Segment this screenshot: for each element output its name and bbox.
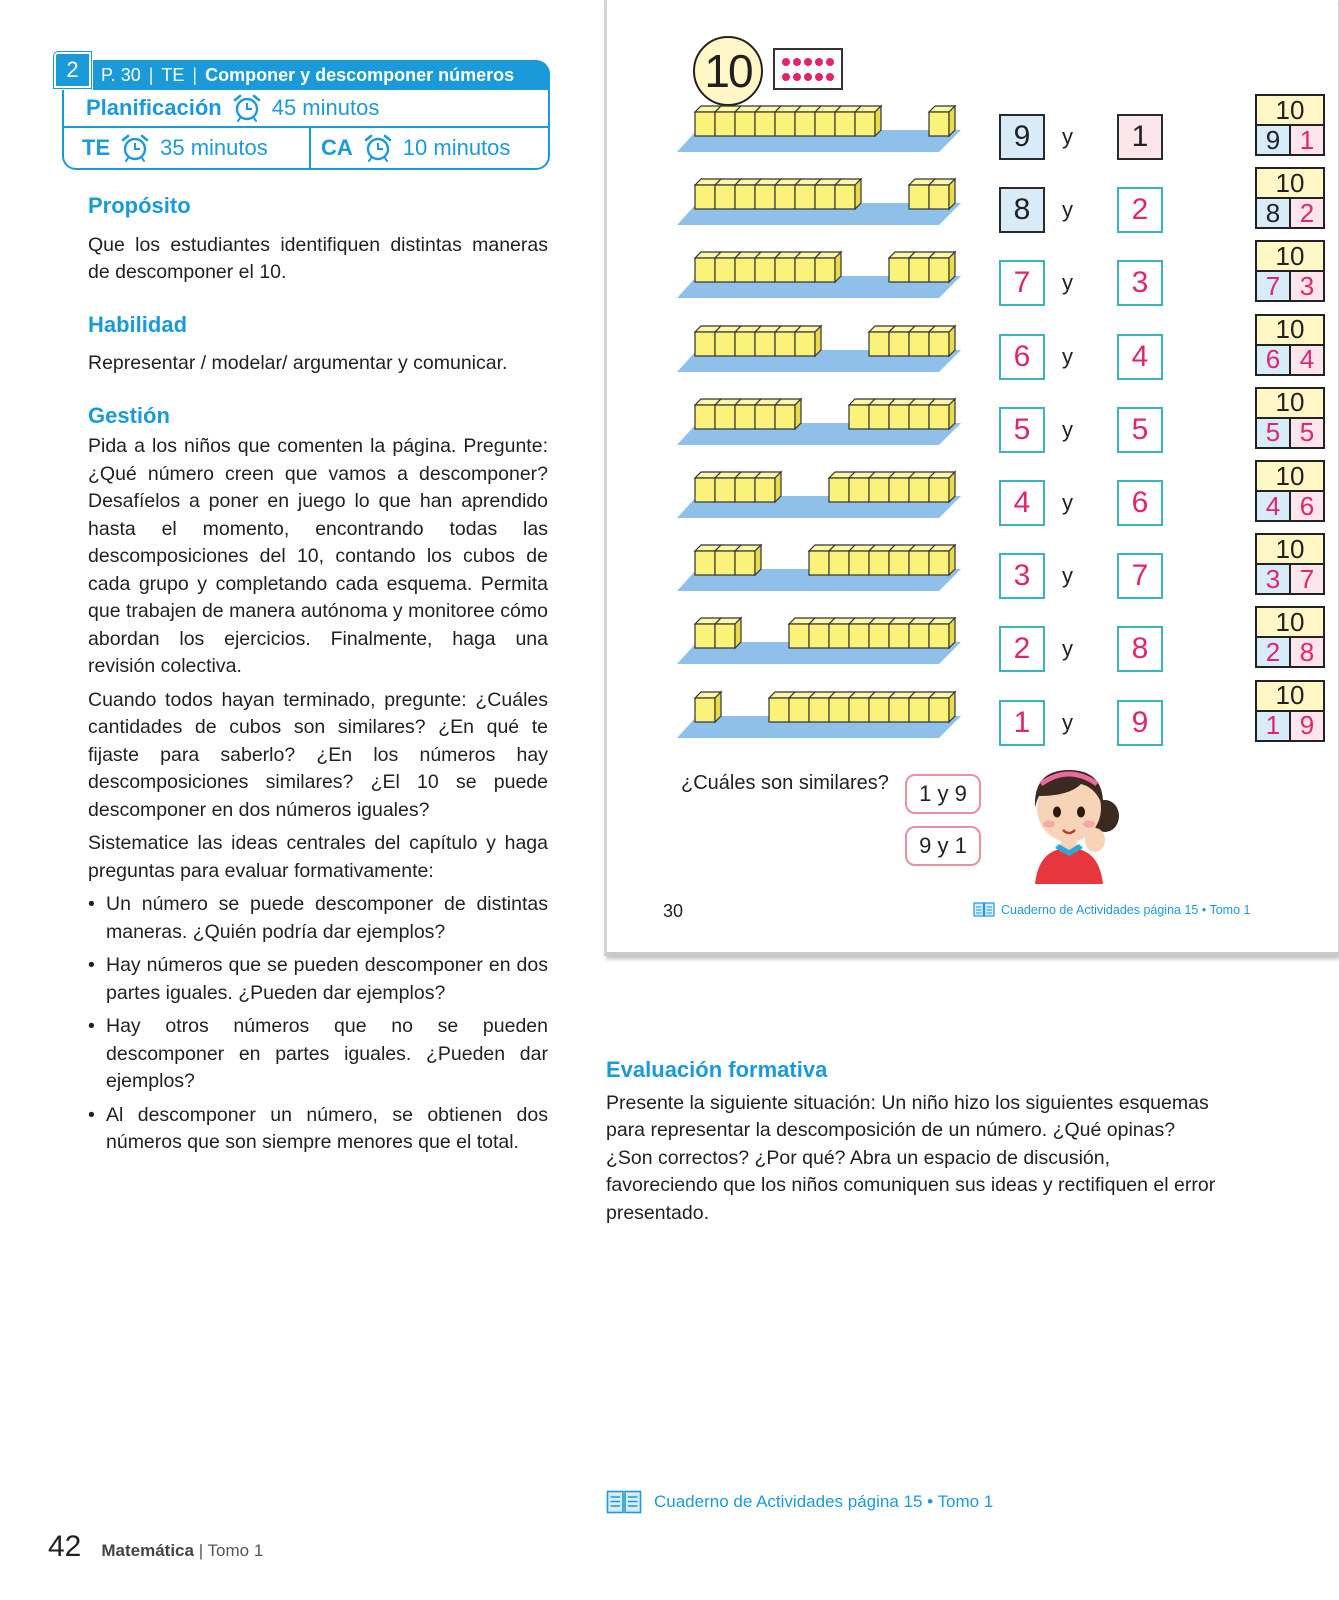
- part-whole-schema: [1255, 533, 1325, 595]
- alarm-clock-icon: [363, 133, 393, 163]
- planning-row: [64, 90, 548, 128]
- unit-cube: [855, 106, 881, 136]
- ca-time-cell: [309, 128, 548, 168]
- connector-y: y: [1062, 709, 1073, 735]
- lesson-title-bar: P. 30 | TE | Componer y descomponer números: [93, 60, 550, 90]
- schema-total: 10: [1257, 535, 1323, 565]
- te-time: 35 minutos: [160, 135, 268, 160]
- schema-part-b: 1: [1291, 126, 1323, 154]
- book-footer-text: Cuaderno de Actividades página 15 • Tomo 1: [1001, 902, 1251, 917]
- evaluacion-section: [606, 1056, 1224, 1227]
- schema-total: 10: [1257, 96, 1323, 126]
- unit-cube: [929, 692, 955, 722]
- gestion-paragraph-1: Pida a los niños que comenten la página. Pregunte: ¿Qué número creen que vamos a descomponer? Desafíelos a poner en juego lo que han aprendido hasta el momento, encontrando todas las descomposiciones del 10, contando los cubos de cada grupo y completando cada esquema. Permita que trabajen de manera autónoma y monitoree cómo abordan los ejercicios. Finalmente, haga una revisión colectiva.: [88, 435, 548, 677]
- decomposition-row: [677, 606, 1315, 672]
- evaluacion-title: Evaluación formativa: [606, 1057, 828, 1082]
- part-b-box: 6: [1117, 480, 1163, 526]
- book-icon: [606, 1490, 642, 1514]
- unit-cube: [755, 472, 781, 502]
- decomposition-row: [677, 94, 1315, 160]
- book-icon: [973, 902, 995, 917]
- part-b-box: 8: [1117, 626, 1163, 672]
- part-a-box: 6: [999, 334, 1045, 380]
- page-ref: P. 30: [101, 64, 141, 85]
- lesson-title: Componer y descomponer números: [205, 64, 515, 85]
- part-whole-schema: [1255, 240, 1325, 302]
- unit-cube: [929, 472, 955, 502]
- lesson-header: [54, 52, 550, 170]
- ca-time: 10 minutos: [402, 135, 511, 160]
- cube-train-illustration: [677, 320, 977, 380]
- schema-total: 10: [1257, 242, 1323, 272]
- part-whole-schema: [1255, 167, 1325, 229]
- cube-train-illustration: [677, 612, 977, 672]
- subject-name: Matemática: [101, 1541, 194, 1560]
- schema-part-b: 5: [1291, 419, 1323, 447]
- cube-train-illustration: [677, 100, 977, 160]
- cube-train-illustration: [677, 539, 977, 599]
- decomposition-row: [677, 680, 1315, 746]
- schema-part-a: 4: [1257, 492, 1291, 520]
- unit-cube: [695, 692, 721, 722]
- activity-book-ref-text: Cuaderno de Actividades página 15 • Tomo 1: [654, 1492, 994, 1511]
- alarm-clock-icon: [232, 93, 262, 123]
- connector-y: y: [1062, 636, 1073, 662]
- connector-y: y: [1062, 197, 1073, 223]
- unit-cube: [929, 618, 955, 648]
- list-item: • Hay otros números que no se pueden descomponer en partes iguales. ¿Pueden dar ejemplos?: [88, 1013, 548, 1096]
- cube-train-illustration: [677, 393, 977, 453]
- te-time-label: TE: [82, 135, 111, 160]
- similar-question: ¿Cuáles son similares?: [681, 772, 889, 794]
- student-book-page: [604, 0, 1338, 956]
- te-time-cell: [64, 128, 309, 168]
- connector-y: y: [1062, 343, 1073, 369]
- schema-part-b: 8: [1291, 638, 1323, 666]
- connector-y: y: [1062, 124, 1073, 149]
- unit-cube: [929, 179, 955, 209]
- part-a-box: 1: [999, 700, 1045, 746]
- connector-y: y: [1062, 416, 1073, 442]
- book-page-number: 30: [663, 901, 684, 921]
- alarm-clock-icon: [120, 133, 150, 163]
- schema-total: 10: [1257, 169, 1323, 199]
- part-whole-schema: [1255, 387, 1325, 449]
- schema-part-a: 2: [1257, 638, 1291, 666]
- part-b-box: 7: [1117, 553, 1163, 599]
- speech-bubble-2: 9 y 1: [905, 826, 981, 866]
- schema-part-b: 2: [1291, 199, 1323, 227]
- schema-part-a: 8: [1257, 199, 1291, 227]
- cube-train-illustration: [677, 246, 977, 306]
- decomposition-row: [677, 240, 1315, 306]
- part-b-box: 5: [1117, 407, 1163, 453]
- schema-total: 10: [1257, 316, 1323, 346]
- te-label: TE: [161, 64, 185, 85]
- list-item: • Hay números que se pueden descomponer en dos partes iguales. ¿Pueden dar ejemplos?: [88, 952, 548, 1007]
- gestion-bullet-list: [88, 891, 548, 1157]
- schema-part-a: 1: [1257, 712, 1291, 740]
- book-footer-ref: [973, 902, 1250, 917]
- proposito-title: Propósito: [88, 193, 191, 218]
- schema-part-b: 9: [1291, 712, 1323, 740]
- planning-time: 45 minutos: [271, 95, 380, 120]
- girl-illustration: [1005, 756, 1133, 894]
- schema-part-b: 4: [1291, 346, 1323, 374]
- connector-y: y: [1062, 490, 1073, 515]
- schema-total: 10: [1257, 682, 1323, 712]
- schema-part-b: 3: [1291, 272, 1323, 300]
- decomposition-row: [677, 460, 1315, 526]
- number-ten-circle: 10: [693, 36, 763, 106]
- planning-label: Planificación: [86, 95, 222, 120]
- schema-part-a: 9: [1257, 126, 1291, 154]
- part-whole-schema: [1255, 680, 1325, 742]
- connector-y: y: [1062, 270, 1073, 296]
- part-whole-schema: [1255, 606, 1325, 668]
- decomposition-row: [677, 533, 1315, 599]
- schema-part-a: 7: [1257, 272, 1291, 300]
- unit-cube: [795, 326, 821, 356]
- unit-cube: [835, 179, 861, 209]
- part-b-box: 1: [1117, 114, 1163, 160]
- part-a-box: 8: [999, 187, 1045, 233]
- schema-part-a: 3: [1257, 565, 1291, 593]
- part-a-box: 4: [999, 480, 1045, 526]
- habilidad-title: Habilidad: [88, 311, 188, 337]
- unit-cube: [715, 618, 741, 648]
- volume-name: Tomo 1: [207, 1541, 264, 1560]
- decomposition-row: [677, 314, 1315, 380]
- connector-y: y: [1062, 563, 1073, 589]
- unit-cube: [929, 545, 955, 575]
- schema-total: 10: [1257, 608, 1323, 638]
- unit-cube: [929, 399, 955, 429]
- schema-part-b: 6: [1291, 492, 1323, 520]
- speech-bubble-1: 1 y 9: [905, 774, 981, 814]
- part-a-box: 9: [999, 114, 1045, 160]
- part-whole-schema: [1255, 460, 1325, 522]
- part-b-box: 4: [1117, 334, 1163, 380]
- unit-cube: [815, 252, 841, 282]
- part-whole-schema: [1255, 94, 1325, 156]
- page-number: 42: [48, 1530, 82, 1563]
- cube-train-illustration: [677, 173, 977, 233]
- list-item: • Un número se puede descomponer de distintas maneras. ¿Quién podría dar ejemplos?: [88, 891, 548, 946]
- schema-part-b: 7: [1291, 565, 1323, 593]
- habilidad-text: Representar / modelar/ argumentar y comunicar.: [88, 352, 508, 374]
- schema-part-a: 5: [1257, 419, 1291, 447]
- part-a-box: 3: [999, 553, 1045, 599]
- evaluacion-text: Presente la siguiente situación: Un niño hizo los siguientes esquemas para representar la descomposición de un número. ¿Qué opinas? ¿Son correctos? ¿Por qué? Abra un espacio de discusión, favoreciendo que los niños comuniquen sus ideas y rectifiquen el error presentado.: [606, 1091, 1216, 1224]
- gestion-paragraph-2: Cuando todos hayan terminado, pregunte: ¿Cuáles cantidades de cubos son similares? ¿En qué te fijaste para saberlo? ¿En los números hay descomposiciones similares? ¿El 10 se puede descomponer en dos números iguales?: [88, 688, 548, 821]
- schema-part-a: 6: [1257, 346, 1291, 374]
- ca-time-label: CA: [321, 135, 353, 160]
- part-b-box: 9: [1117, 700, 1163, 746]
- cube-train-illustration: [677, 466, 977, 526]
- schema-total: 10: [1257, 389, 1323, 419]
- footer-subject: Matemática | Tomo 1: [101, 1541, 264, 1560]
- part-whole-schema: [1255, 314, 1325, 376]
- part-a-box: 5: [999, 407, 1045, 453]
- unit-cube: [929, 326, 955, 356]
- activity-book-ref: [606, 1490, 993, 1514]
- unit-cube: [929, 106, 955, 136]
- schema-total: 10: [1257, 462, 1323, 492]
- part-b-box: 2: [1117, 187, 1163, 233]
- gestion-paragraph-3: Sistematice las ideas centrales del capítulo y haga preguntas para evaluar formativamente:: [88, 832, 548, 882]
- decomposition-row: [677, 387, 1315, 453]
- gestion-title: Gestión: [88, 402, 170, 428]
- list-item: • Al descomponer un número, se obtienen dos números que son siempre menores que el total.: [88, 1102, 548, 1157]
- teacher-guide-column: [88, 192, 548, 1163]
- part-a-box: 7: [999, 260, 1045, 306]
- decomposition-row: [677, 167, 1315, 233]
- ten-dots-frame: [773, 48, 843, 90]
- unit-cube: [775, 399, 801, 429]
- unit-cube: [735, 545, 761, 575]
- proposito-text: Que los estudiantes identifiquen distintas maneras de descomponer el 10.: [88, 233, 548, 283]
- page-footer: [48, 1530, 263, 1564]
- cube-train-illustration: [677, 686, 977, 746]
- part-b-box: 3: [1117, 260, 1163, 306]
- unit-number: 2: [54, 52, 91, 88]
- part-a-box: 2: [999, 626, 1045, 672]
- unit-cube: [929, 252, 955, 282]
